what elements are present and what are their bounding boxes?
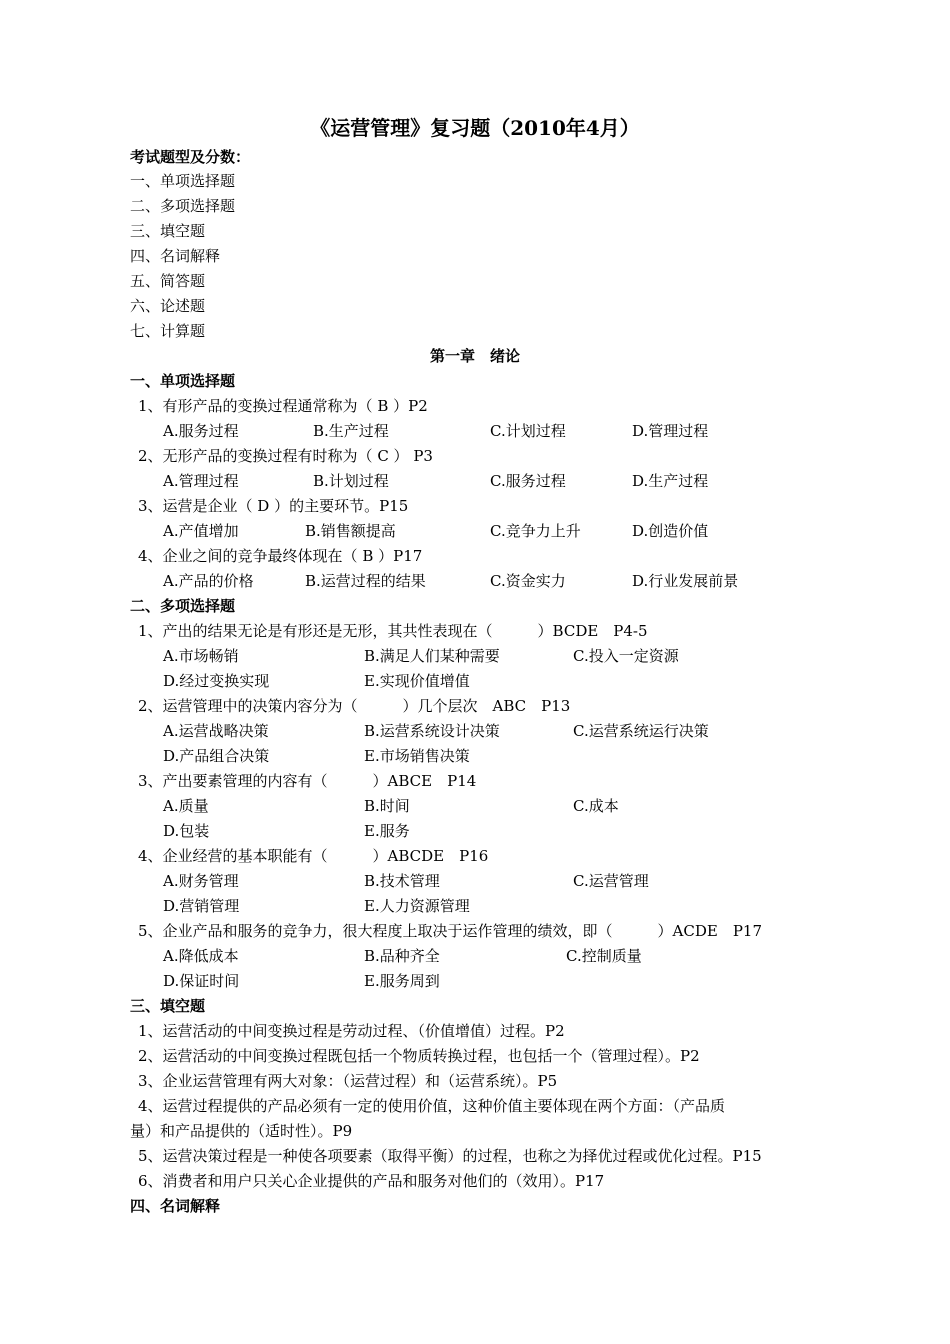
section-heading-multi: 二、多项选择题	[130, 597, 236, 615]
option: C.计划过程	[490, 422, 566, 440]
option: D.管理过程	[632, 422, 709, 440]
option: E.人力资源管理	[364, 897, 470, 915]
option: E.服务周到	[364, 972, 440, 990]
option: C.服务过程	[490, 472, 566, 490]
option: D.产品组合决策	[163, 747, 270, 765]
option: D.营销管理	[163, 897, 240, 915]
question-text: 4、企业经营的基本职能有（ ）ABCDE P16	[138, 847, 489, 865]
fill-item: 3、企业运营管理有两大对象：（运营过程）和（运营系统）。P5	[138, 1072, 558, 1090]
exam-type-item: 四、名词解释	[130, 247, 221, 265]
option: C.控制质量	[566, 947, 642, 965]
fill-item: 6、消费者和用户只关心企业提供的产品和服务对他们的（效用）。P17	[138, 1172, 605, 1190]
fill-item: 1、运营活动的中间变换过程是劳动过程、（价值增值）过程。P2	[138, 1022, 565, 1040]
fill-item: 2、运营活动的中间变换过程既包括一个物质转换过程，也包括一个（管理过程）。P2	[138, 1047, 700, 1065]
option: D.包装	[163, 822, 210, 840]
option: E.市场销售决策	[364, 747, 470, 765]
option: B.运营过程的结果	[305, 572, 426, 590]
option: C.竞争力上升	[490, 522, 581, 540]
option: C.运营管理	[573, 872, 649, 890]
exam-type-item: 六、论述题	[130, 297, 206, 315]
option: D.保证时间	[163, 972, 240, 990]
option: B.时间	[364, 797, 410, 815]
option: E.实现价值增值	[364, 672, 470, 690]
option: E.服务	[364, 822, 410, 840]
exam-type-item: 五、简答题	[130, 272, 206, 290]
option: D.创造价值	[632, 522, 709, 540]
page-title: 《运营管理》复习题（2010年4月）	[310, 116, 640, 140]
option: D.经过变换实现	[163, 672, 270, 690]
exam-type-item: 三、填空题	[130, 222, 206, 240]
option: A.管理过程	[163, 472, 239, 490]
exam-type-item: 一、单项选择题	[130, 172, 236, 190]
fill-item-continuation: 量）和产品提供的（适时性）。P9	[130, 1122, 353, 1140]
option: B.运营系统设计决策	[364, 722, 500, 740]
section-heading-terms: 四、名词解释	[130, 1197, 221, 1215]
option: A.财务管理	[163, 872, 239, 890]
option: A.产值增加	[163, 522, 239, 540]
exam-types-heading: 考试题型及分数：	[130, 148, 251, 166]
option: A.运营战略决策	[163, 722, 269, 740]
option: C.资金实力	[490, 572, 566, 590]
question-text: 3、产出要素管理的内容有（ ）ABCE P14	[138, 772, 477, 790]
fill-item: 5、运营决策过程是一种使各项要素（取得平衡）的过程，也称之为择优过程或优化过程。P15	[138, 1147, 762, 1165]
option: D.行业发展前景	[632, 572, 739, 590]
question-text: 1、产出的结果无论是有形还是无形，其共性表现在（ ）BCDE P4-5	[138, 622, 648, 640]
option: A.降低成本	[163, 947, 239, 965]
option: B.品种齐全	[364, 947, 440, 965]
section-heading-single: 一、单项选择题	[130, 372, 236, 390]
exam-type-item: 七、计算题	[130, 322, 206, 340]
exam-type-item: 二、多项选择题	[130, 197, 236, 215]
option: B.满足人们某种需要	[364, 647, 500, 665]
fill-item: 4、运营过程提供的产品必须有一定的使用价值，这种价值主要体现在两个方面：（产品质	[138, 1097, 726, 1115]
option: D.生产过程	[632, 472, 709, 490]
question-text: 5、企业产品和服务的竞争力，很大程度上取决于运作管理的绩效，即（ ）ACDE P17	[138, 922, 763, 940]
option: B.生产过程	[313, 422, 389, 440]
option: C.成本	[573, 797, 619, 815]
chapter-title: 第一章 绪论	[429, 347, 520, 365]
option: A.服务过程	[163, 422, 239, 440]
section-heading-fill: 三、填空题	[130, 997, 206, 1015]
question-text: 3、运营是企业（ D ）的主要环节。P15	[138, 497, 409, 515]
question-text: 1、有形产品的变换过程通常称为（ B ）P2	[138, 397, 428, 415]
option: B.计划过程	[313, 472, 389, 490]
option: C.投入一定资源	[573, 647, 679, 665]
option: A.产品的价格	[163, 572, 254, 590]
option: B.销售额提高	[305, 522, 396, 540]
option: A.质量	[163, 797, 209, 815]
option: A.市场畅销	[163, 647, 239, 665]
option: B.技术管理	[364, 872, 440, 890]
option: C.运营系统运行决策	[573, 722, 709, 740]
question-text: 2、无形产品的变换过程有时称为（ C ） P3	[138, 447, 433, 465]
question-text: 2、运营管理中的决策内容分为（ ）几个层次 ABC P13	[138, 697, 571, 715]
question-text: 4、企业之间的竞争最终体现在（ B ）P17	[138, 547, 423, 565]
